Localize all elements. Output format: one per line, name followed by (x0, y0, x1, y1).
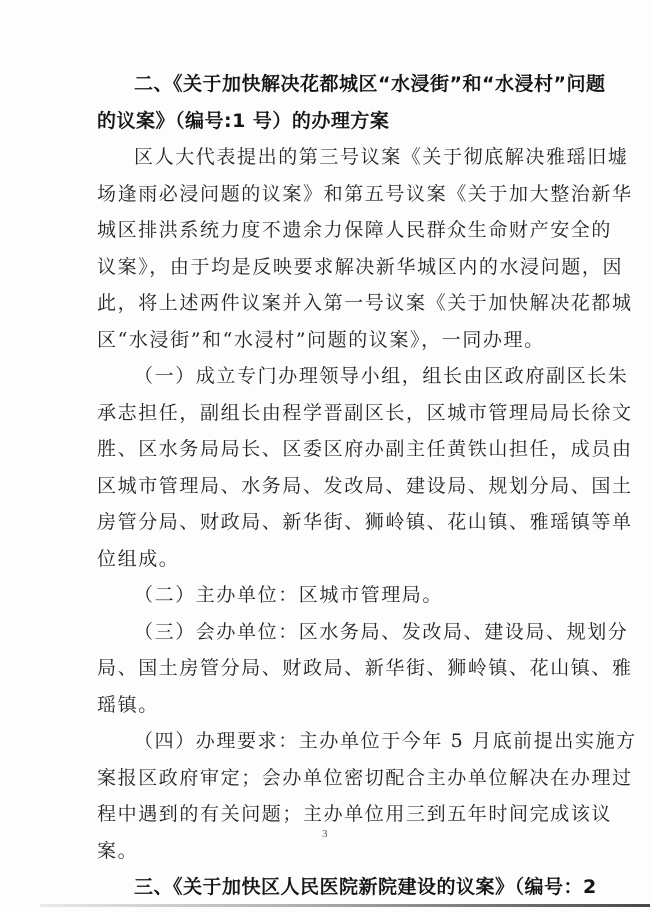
paragraph-line: 案。 (97, 839, 139, 862)
paragraph-line: 位组成。 (97, 547, 180, 570)
scan-edge-shadow (40, 904, 650, 907)
paragraph-item-3-cooperating-units (97, 614, 633, 724)
paragraph-line: （三）会办单位：区水务局、发改局、建设局、规划分 (134, 620, 629, 643)
paragraph-line: 区城市管理局、水务局、发改局、建设局、规划分局、国土 (97, 474, 633, 497)
section-heading-3 (97, 869, 597, 906)
paragraph-line: 城区排洪系统力度不遗余力保障人民群众生命财产安全的 (97, 219, 613, 241)
paragraph-item-2-lead-unit (97, 577, 553, 614)
page-number: 3 (322, 828, 328, 840)
paragraph-line: 程中遇到的有关问题；主办单位用三到五年时间完成该议 (97, 803, 613, 825)
paragraph-item-4-requirements (97, 723, 637, 869)
heading-line: 二、《关于加快解决花都城区“水浸街”和“水浸村”问题 (134, 73, 606, 95)
paragraph-line: 议案》，由于均是反映要求解决新华城区内的水浸问题，因 (97, 255, 624, 278)
paragraph-line: 场逢雨必浸问题的议案》和第五号议案《关于加大整治新华 (97, 182, 633, 205)
paragraph-line: 区人大代表提出的第三号议案《关于彻底解决雅瑶旧墟 (134, 146, 629, 168)
paragraph-line: 胜、区水务局局长、区委区府办副主任黄铁山担任，成员由 (97, 438, 633, 460)
paragraph-line: （四）办理要求：主办单位于今年 5 月底前提出实施方 (134, 730, 637, 752)
paragraph-line: （二）主办单位：区城市管理局。 (134, 584, 444, 606)
paragraph-line: 区“水浸街”和“水浸村”问题的议案》，一同办理。 (97, 328, 545, 351)
heading-line: 三、《关于加快区人民医院新院建设的议案》（编号：2 (134, 876, 597, 898)
heading-line: 的议案》（编号:1 号）的办理方案 (97, 109, 390, 132)
paragraph-line: 瑶镇。 (97, 693, 159, 716)
paragraph-line: （一）成立专门办理领导小组，组长由区政府副区长朱 (134, 365, 629, 387)
paragraph-line: 此，将上述两件议案并入第一号议案《关于加快解决花都城 (97, 292, 633, 314)
paragraph-line: 局、国土房管分局、财政局、新华街、狮岭镇、花山镇、雅 (97, 657, 633, 679)
paragraph-line: 承志担任，副组长由程学晋副区长，区城市管理局局长徐文 (97, 401, 633, 424)
paragraph-merge-notice (97, 139, 633, 358)
paragraph-line: 案报区政府审定；会办单位密切配合主办单位解决在办理过 (97, 766, 633, 789)
section-heading-2 (97, 66, 606, 139)
paragraph-line: 房管分局、财政局、新华街、狮岭镇、花山镇、雅瑶镇等单 (97, 511, 633, 533)
paragraph-item-1-leadership-group (97, 358, 633, 577)
document-body (97, 66, 637, 906)
